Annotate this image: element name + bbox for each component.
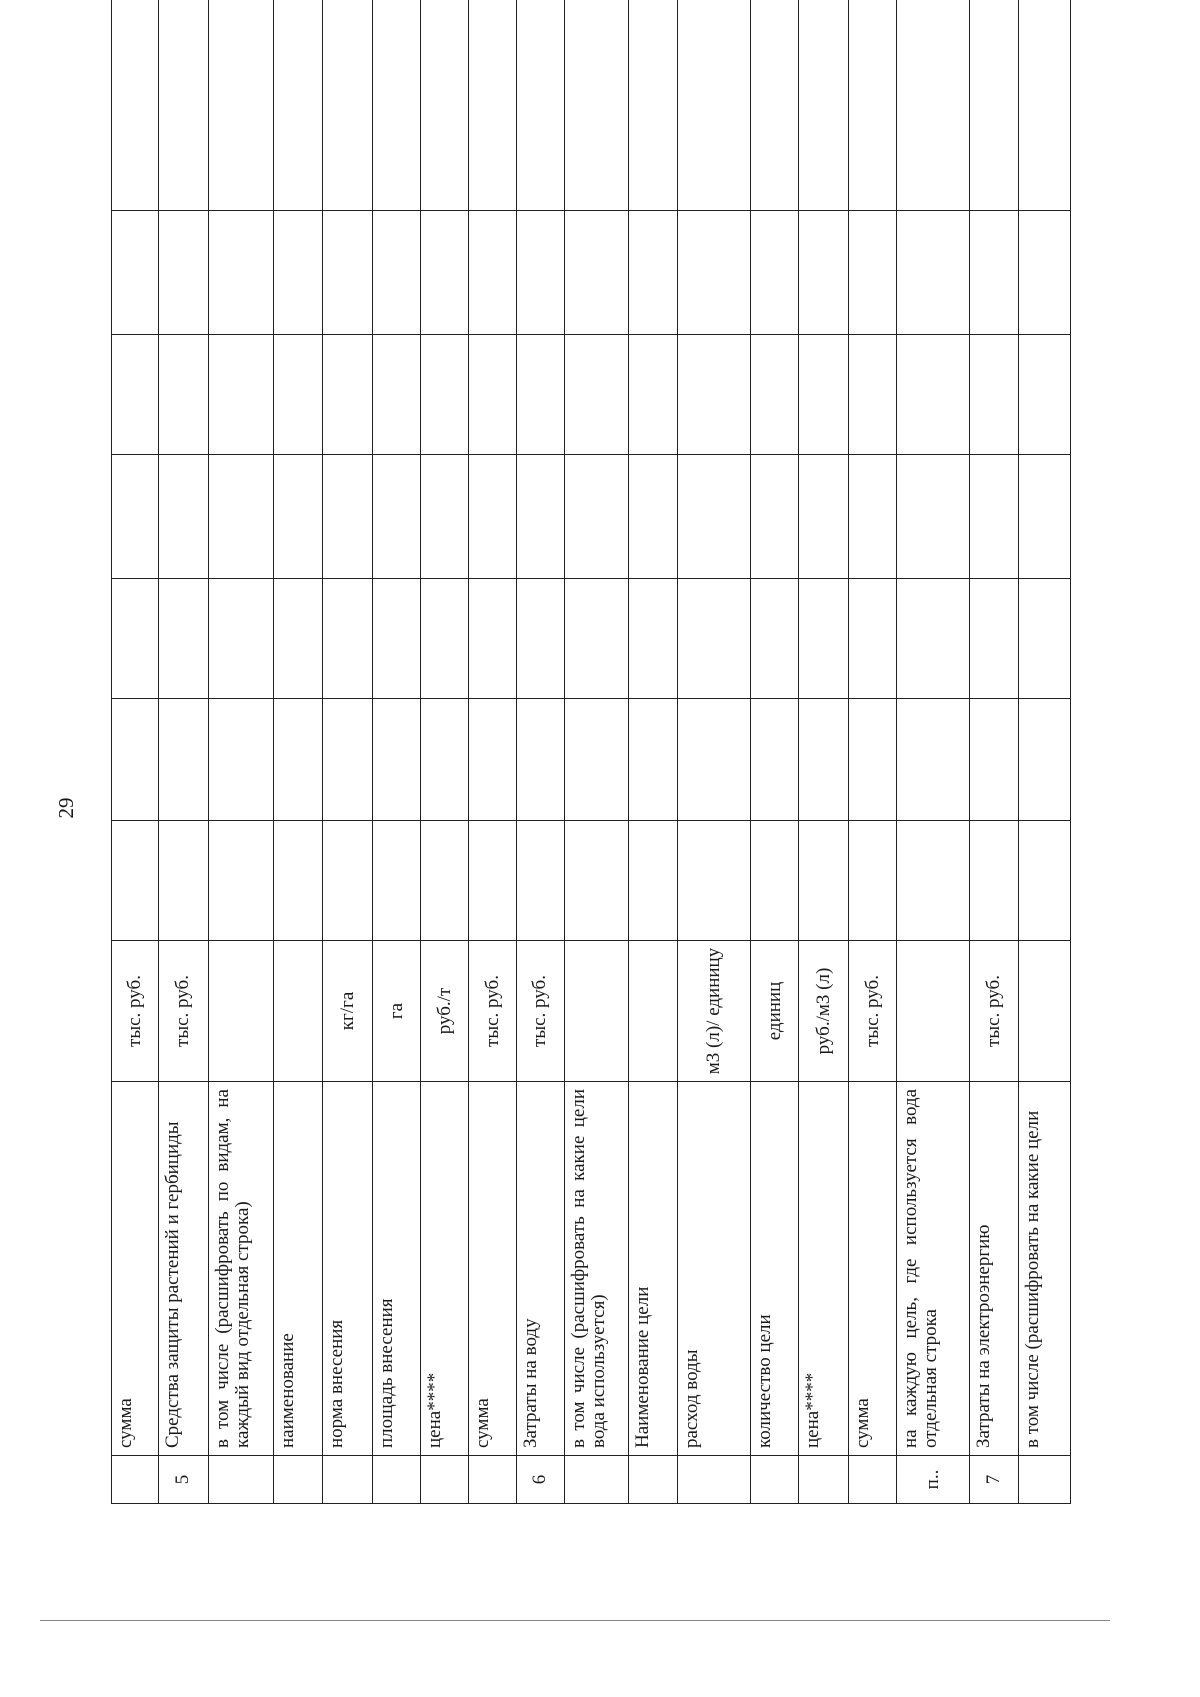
row-number-cell: 6 — [516, 1456, 564, 1504]
empty-value-cell — [629, 579, 678, 699]
row-number-cell — [373, 1456, 421, 1504]
empty-value-cell — [323, 335, 373, 455]
empty-value-cell — [969, 455, 1018, 579]
empty-value-cell — [564, 455, 629, 579]
row-number-cell — [849, 1456, 897, 1504]
row-number-cell — [323, 1456, 373, 1504]
empty-value-cell — [751, 821, 799, 941]
empty-value-cell — [969, 699, 1018, 821]
empty-value-cell — [274, 0, 323, 211]
row-number-cell — [629, 1456, 678, 1504]
empty-value-cell — [969, 211, 1018, 335]
rotated-table-container — [111, 84, 1071, 1504]
row-name-cell: Затраты на электроэнергию — [969, 1082, 1018, 1456]
empty-value-cell — [849, 821, 897, 941]
bottom-rule — [40, 1620, 1110, 1621]
empty-value-cell — [799, 579, 849, 699]
empty-value-cell — [373, 455, 421, 579]
empty-value-cell — [158, 455, 208, 579]
empty-value-cell — [208, 455, 274, 579]
row-name-cell: цена**** — [421, 1082, 469, 1456]
row-unit-cell — [1018, 941, 1070, 1082]
row-unit-cell: тыс. руб. — [849, 941, 897, 1082]
row-number-cell: 7 — [969, 1456, 1018, 1504]
empty-value-cell — [678, 579, 751, 699]
row-number-cell — [799, 1456, 849, 1504]
empty-value-cell — [678, 335, 751, 455]
empty-value-cell — [564, 335, 629, 455]
table-body — [112, 0, 1071, 1504]
empty-value-cell — [564, 211, 629, 335]
row-number-cell — [564, 1456, 629, 1504]
row-name-cell: в том числе (расшифровать на какие цели вода используется) — [564, 1082, 629, 1456]
empty-value-cell — [421, 455, 469, 579]
row-name-cell: сумма — [849, 1082, 897, 1456]
row-name-cell: Затраты на воду — [516, 1082, 564, 1456]
row-unit-cell — [564, 941, 629, 1082]
table-row — [516, 0, 564, 1504]
empty-value-cell — [158, 579, 208, 699]
empty-value-cell — [158, 699, 208, 821]
empty-value-cell — [516, 211, 564, 335]
empty-value-cell — [421, 211, 469, 335]
empty-value-cell — [112, 699, 159, 821]
cost-table — [111, 0, 1071, 1504]
row-unit-cell — [629, 941, 678, 1082]
row-number-cell — [751, 1456, 799, 1504]
empty-value-cell — [373, 0, 421, 211]
row-unit-cell: тыс. руб. — [469, 941, 517, 1082]
row-number-cell — [208, 1456, 274, 1504]
empty-value-cell — [373, 821, 421, 941]
empty-value-cell — [969, 335, 1018, 455]
empty-value-cell — [421, 821, 469, 941]
empty-value-cell — [849, 579, 897, 699]
empty-value-cell — [678, 211, 751, 335]
empty-value-cell — [323, 821, 373, 941]
empty-value-cell — [516, 455, 564, 579]
empty-value-cell — [849, 0, 897, 211]
row-unit-cell: руб./т — [421, 941, 469, 1082]
row-name-cell: площадь внесения — [373, 1082, 421, 1456]
empty-value-cell — [469, 455, 517, 579]
row-name-cell: наименование — [274, 1082, 323, 1456]
empty-value-cell — [1018, 211, 1070, 335]
empty-value-cell — [849, 699, 897, 821]
empty-value-cell — [678, 0, 751, 211]
row-name-cell: Наименование цели — [629, 1082, 678, 1456]
empty-value-cell — [751, 335, 799, 455]
table-row — [421, 0, 469, 1504]
empty-value-cell — [564, 579, 629, 699]
empty-value-cell — [849, 455, 897, 579]
empty-value-cell — [564, 0, 629, 211]
row-name-cell: на каждую цель, где используется вода отдельная строка — [896, 1082, 969, 1456]
empty-value-cell — [896, 0, 969, 211]
table-row — [208, 0, 274, 1504]
empty-value-cell — [112, 455, 159, 579]
empty-value-cell — [274, 579, 323, 699]
row-number-cell — [421, 1456, 469, 1504]
empty-value-cell — [849, 335, 897, 455]
row-number-cell — [1018, 1456, 1070, 1504]
table-row — [112, 0, 159, 1504]
row-unit-cell: кг/га — [323, 941, 373, 1082]
empty-value-cell — [629, 821, 678, 941]
empty-value-cell — [469, 211, 517, 335]
empty-value-cell — [629, 0, 678, 211]
row-name-cell: норма внесения — [323, 1082, 373, 1456]
row-unit-cell — [896, 941, 969, 1082]
empty-value-cell — [564, 699, 629, 821]
table-row — [896, 0, 969, 1504]
empty-value-cell — [274, 821, 323, 941]
empty-value-cell — [208, 335, 274, 455]
empty-value-cell — [896, 335, 969, 455]
empty-value-cell — [751, 455, 799, 579]
row-name-cell: в том числе (расшифровать на какие цели — [1018, 1082, 1070, 1456]
table-row — [469, 0, 517, 1504]
empty-value-cell — [323, 699, 373, 821]
empty-value-cell — [469, 335, 517, 455]
empty-value-cell — [849, 211, 897, 335]
empty-value-cell — [1018, 0, 1070, 211]
row-unit-cell: тыс. руб. — [158, 941, 208, 1082]
table-row — [799, 0, 849, 1504]
row-number-cell: 5 — [158, 1456, 208, 1504]
empty-value-cell — [799, 455, 849, 579]
row-number-cell: п.. — [896, 1456, 969, 1504]
row-name-cell: сумма — [469, 1082, 517, 1456]
empty-value-cell — [896, 821, 969, 941]
empty-value-cell — [208, 699, 274, 821]
empty-value-cell — [274, 211, 323, 335]
empty-value-cell — [799, 821, 849, 941]
empty-value-cell — [323, 211, 373, 335]
empty-value-cell — [421, 335, 469, 455]
table-row — [564, 0, 629, 1504]
empty-value-cell — [373, 211, 421, 335]
empty-value-cell — [469, 699, 517, 821]
row-name-cell: в том числе (расшифровать по видам, на каждый вид отдельная строка) — [208, 1082, 274, 1456]
empty-value-cell — [373, 699, 421, 821]
empty-value-cell — [158, 335, 208, 455]
empty-value-cell — [274, 699, 323, 821]
row-number-cell — [274, 1456, 323, 1504]
empty-value-cell — [112, 821, 159, 941]
empty-value-cell — [373, 335, 421, 455]
empty-value-cell — [751, 211, 799, 335]
empty-value-cell — [969, 0, 1018, 211]
empty-value-cell — [751, 699, 799, 821]
empty-value-cell — [421, 0, 469, 211]
empty-value-cell — [751, 0, 799, 211]
empty-value-cell — [323, 455, 373, 579]
empty-value-cell — [208, 821, 274, 941]
empty-value-cell — [1018, 699, 1070, 821]
empty-value-cell — [896, 211, 969, 335]
row-number-cell — [112, 1456, 159, 1504]
empty-value-cell — [629, 455, 678, 579]
row-number-cell — [678, 1456, 751, 1504]
row-name-cell: количество цели — [751, 1082, 799, 1456]
empty-value-cell — [323, 0, 373, 211]
empty-value-cell — [112, 0, 159, 211]
empty-value-cell — [751, 579, 799, 699]
table-row — [751, 0, 799, 1504]
empty-value-cell — [208, 579, 274, 699]
table-row — [678, 0, 751, 1504]
empty-value-cell — [799, 335, 849, 455]
empty-value-cell — [678, 455, 751, 579]
empty-value-cell — [421, 699, 469, 821]
empty-value-cell — [896, 579, 969, 699]
row-name-cell: расход воды — [678, 1082, 751, 1456]
row-unit-cell — [274, 941, 323, 1082]
empty-value-cell — [969, 579, 1018, 699]
empty-value-cell — [421, 579, 469, 699]
empty-value-cell — [112, 211, 159, 335]
empty-value-cell — [373, 579, 421, 699]
empty-value-cell — [629, 211, 678, 335]
empty-value-cell — [469, 579, 517, 699]
empty-value-cell — [112, 579, 159, 699]
empty-value-cell — [274, 335, 323, 455]
empty-value-cell — [629, 699, 678, 821]
empty-value-cell — [1018, 335, 1070, 455]
empty-value-cell — [516, 699, 564, 821]
empty-value-cell — [516, 821, 564, 941]
empty-value-cell — [896, 699, 969, 821]
empty-value-cell — [208, 211, 274, 335]
table-row — [274, 0, 323, 1504]
empty-value-cell — [678, 821, 751, 941]
empty-value-cell — [208, 0, 274, 211]
row-unit-cell — [208, 941, 274, 1082]
empty-value-cell — [678, 699, 751, 821]
table-row — [323, 0, 373, 1504]
page-number: 29 — [53, 797, 78, 819]
row-number-cell — [469, 1456, 517, 1504]
row-name-cell: Средства защиты растений и гербициды — [158, 1082, 208, 1456]
empty-value-cell — [629, 335, 678, 455]
empty-value-cell — [896, 455, 969, 579]
empty-value-cell — [799, 0, 849, 211]
table-row — [629, 0, 678, 1504]
empty-value-cell — [469, 0, 517, 211]
empty-value-cell — [799, 211, 849, 335]
empty-value-cell — [1018, 455, 1070, 579]
empty-value-cell — [564, 821, 629, 941]
empty-value-cell — [158, 821, 208, 941]
empty-value-cell — [516, 0, 564, 211]
empty-value-cell — [516, 579, 564, 699]
empty-value-cell — [112, 335, 159, 455]
empty-value-cell — [516, 335, 564, 455]
row-unit-cell: единиц — [751, 941, 799, 1082]
table-row — [373, 0, 421, 1504]
empty-value-cell — [469, 821, 517, 941]
empty-value-cell — [158, 0, 208, 211]
row-name-cell: цена**** — [799, 1082, 849, 1456]
row-unit-cell: тыс. руб. — [969, 941, 1018, 1082]
table-row — [969, 0, 1018, 1504]
row-unit-cell: тыс. руб. — [516, 941, 564, 1082]
row-unit-cell: га — [373, 941, 421, 1082]
row-unit-cell: м3 (л)/ единицу — [678, 941, 751, 1082]
row-name-cell: сумма — [112, 1082, 159, 1456]
row-unit-cell: руб./м3 (л) — [799, 941, 849, 1082]
table-row — [158, 0, 208, 1504]
empty-value-cell — [158, 211, 208, 335]
empty-value-cell — [799, 699, 849, 821]
empty-value-cell — [1018, 579, 1070, 699]
empty-value-cell — [274, 455, 323, 579]
empty-value-cell — [1018, 821, 1070, 941]
table-row — [849, 0, 897, 1504]
empty-value-cell — [969, 821, 1018, 941]
empty-value-cell — [323, 579, 373, 699]
row-unit-cell: тыс. руб. — [112, 941, 159, 1082]
table-row — [1018, 0, 1070, 1504]
